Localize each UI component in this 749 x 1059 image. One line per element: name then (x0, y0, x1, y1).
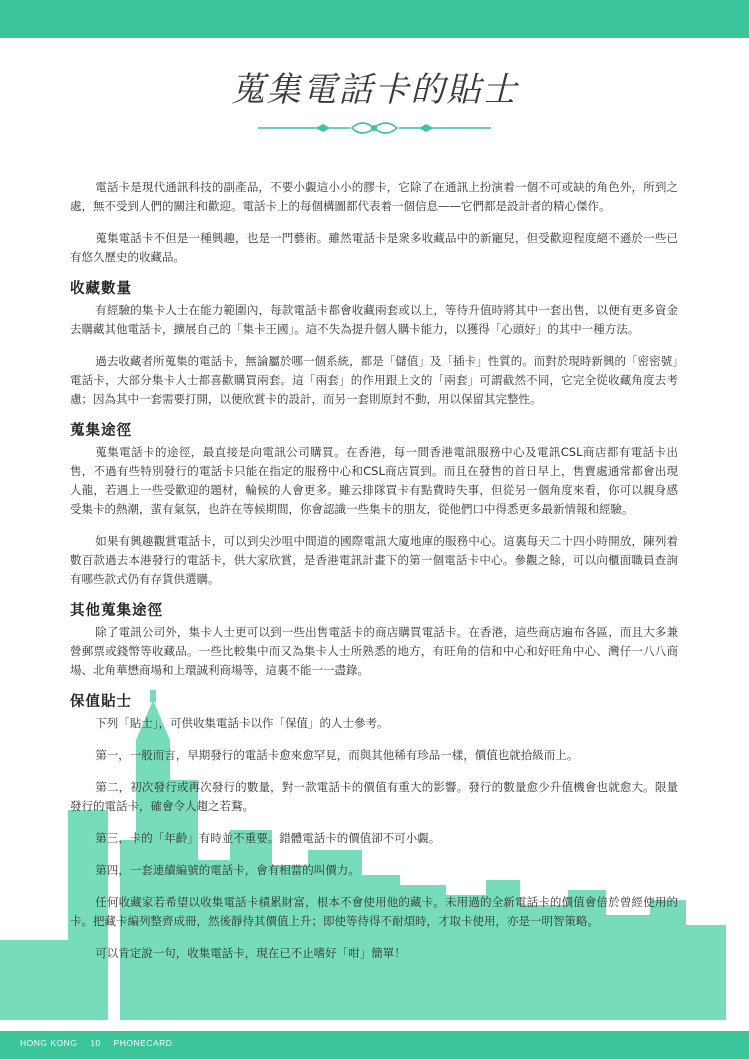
section-paragraph: 第四，一套連續編號的電話卡，會有相當的叫價力。 (95, 863, 360, 877)
intro-paragraph: 蒐集電話卡不但是一種興趣，也是一門藝術。雖然電話卡是衆多收藏品中的新寵兒，但受歡迎程度絕不遜於一些已有悠久歷史的收藏品。 (70, 231, 678, 264)
section-paragraph: 過去收藏者所蒐集的電話卡，無論屬於哪一個系統，都是「儲值」及「插卡」性質的。而對於現時新興的「密密號」電話卡，大部分集卡人士都喜歡購買兩套。這「兩套」的作用跟上文的「兩套」可謂截然不同，它完全從收藏角度去考慮；因為其中一套需要打開，以便欣賞卡的設計，而另一套則原封不動，用以保留其完整性。 (70, 354, 678, 406)
article-body (70, 178, 678, 976)
section-paragraph: 下列「貼士」，可供收集電話卡以作「保值」的人士參考。 (95, 716, 389, 730)
footer-right-label: PHONECARD (113, 1038, 173, 1048)
section-paragraph: 蒐集電話卡的途徑，最直接是向電訊公司購買。在香港，每一間香港電訊服務中心及電訊CSL商店都有電話卡出售，不過有些特別發行的電話卡只能在指定的服務中心和CSL商店買到。而且在發售的首日早上，售賣處通常都會出現人龍，若遇上一些受歡迎的題材，輪候的人會更多。雖云排隊買卡有點費時失事，但從另一個角度來看，你可以親身感受集卡的熱潮，蜚有氣氛，也許在等候期間，你會認識一些集卡的朋友，從他們口中得悉更多最新情報和經驗。 (70, 445, 678, 516)
section-heading-collecting-channels: 蒐集途徑 (70, 423, 132, 439)
section-paragraph: 任何收藏家若希望以收集電話卡積累財富，根本不會使用他的藏卡。未用過的全新電話卡的價值會倍於曾經使用的卡。把藏卡編列整齊成冊，然後靜待其價值上升；即使等待得不耐煩時，才取卡使用，亦是一明智策略。 (70, 895, 678, 928)
footer-left-label: HONG KONG (20, 1038, 78, 1048)
section-paragraph: 第一，一般而言，早期發行的電話卡愈來愈罕見，而與其他稀有珍品一樣，價值也就拾級而上。 (95, 748, 579, 762)
section-heading-value-tips: 保值貼士 (70, 694, 132, 710)
section-heading-other-channels: 其他蒐集途徑 (70, 603, 163, 619)
title-ornament-divider (0, 118, 749, 138)
page-title: 蒐集電話卡的貼士 (230, 70, 519, 110)
page-footer (20, 1038, 182, 1048)
section-paragraph: 第二，初次發行或再次發行的數量，對一款電話卡的價值有重大的影響。發行的數量愈少升值機會也就愈大。限量發行的電話卡，確會令人趨之若鶩。 (70, 780, 678, 813)
section-paragraph: 可以肯定說一句，收集電話卡，現在已不止嗜好「咁」簡單！ (95, 946, 406, 960)
section-paragraph: 如果有興趣觀賞電話卡，可以到尖沙咀中間道的國際電訊大廈地庫的服務中心。這裏每天二十四小時開放，陳列着數百款過去本港發行的電話卡，供大家欣賞，是香港電訊計畫下的第一個電話卡中心。參觀之餘，可以向櫃面職員查詢有哪些款式仍有存貨供選購。 (70, 534, 678, 586)
intro-paragraph: 電話卡是現代通訊科技的副產品，不要小覷這小小的膠卡，它除了在通訊上扮演着一個不可或缺的角色外，所到之處，無不受到人們的關注和歡迎。電話卡上的每個構圖都代表着一個信息——它們都是設計者的精心傑作。 (70, 180, 678, 213)
section-paragraph: 第三，卡的「年齡」有時並不重要。錯體電話卡的價值卻不可小覷。 (95, 831, 441, 845)
section-paragraph: 有經驗的集卡人士在能力範圍內，每款電話卡都會收藏兩套或以上，等待升值時將其中一套出售，以便有更多資金去購藏其他電話卡，擴展自己的「集卡王國」。這不失為提升個人購卡能力，以獲得「心頭好」的其中一種方法。 (70, 303, 678, 336)
section-paragraph: 除了電訊公司外，集卡人士更可以到一些出售電話卡的商店購買電話卡。在香港，這些商店遍布各區，而且大多兼營郵票或錢幣等收藏品。一些比較集中而又為集卡人士所熟悉的地方，有旺角的信和中心和好旺角中心、灣仔一八八商場、北角華懋商場和上環誠利商場等，這裏不能一一盡錄。 (70, 625, 678, 677)
section-heading-collection-quantity: 收藏數量 (70, 281, 132, 297)
page-number: 10 (90, 1038, 101, 1048)
top-color-band (0, 0, 749, 38)
